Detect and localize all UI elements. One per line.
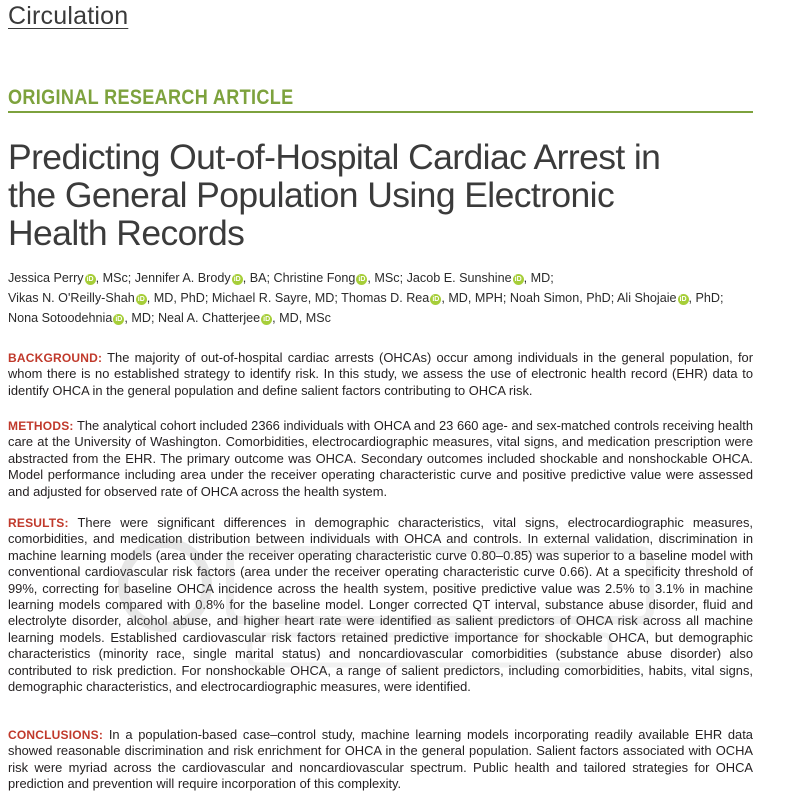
orcid-icon[interactable]: iD xyxy=(137,296,145,303)
author[interactable]: Ali Shojaie iD , PhD; xyxy=(617,291,724,305)
orcid-icon[interactable]: iD xyxy=(86,276,94,283)
author[interactable]: Jennifer A. Brody iD , BA; xyxy=(134,271,274,285)
journal-name[interactable]: Circulation xyxy=(8,2,129,30)
section-text: The majority of out-of-hospital cardiac arrests (OHCAs) occur among individuals in the general population, for whom there is no established strategy to identify risk. In this study, we assess the use of electronic health record (EHR) data to identify OHCA in the general population and define salient factors contributing to OHCA risk. xyxy=(8,350,753,398)
author[interactable]: Jacob E. Sunshine iD , MD; xyxy=(406,271,554,285)
title-line-3: Health Records xyxy=(8,213,245,253)
orcid-icon[interactable]: iD xyxy=(115,316,123,323)
section-label: BACKGROUND: xyxy=(8,351,103,365)
author[interactable]: Christine Fong iD , MSc; xyxy=(273,271,407,285)
orcid-icon[interactable]: iD xyxy=(263,316,271,323)
section-text: There were significant differences in demographic characteristics, vital signs, electrocardiographic measures, comorbidities, and medication distribution between individuals with OHCA and controls. In external validation, discrimination in machine learning models (area under the receiver operating characteristic curve 0.80–0.85) was superior to a baseline model with conventional cardiovascular risk factors (area under the receiver operating characteristic curve 0.66). At a specificity threshold of 99%, correcting for baseline OHCA incidence across the health system, positive predictive value was 2.5% to 3.1% in machine learning models compared with 0.8% for the baseline model. Longer corrected QT interval, substance abuse disorder, fluid and electrolyte disorder, alcohol abuse, and higher heart rate were identified as salient predictors of OHCA risk across all machine learning models. Established cardiovascular risk factors retained predictive importance for shockable OHCA, but demographic characteristics (minority race, single marital status) and noncardiovascular comorbidities (substance abuse disorder) also contributed to risk prediction. For nonshockable OHCA, a range of salient predictors, including comorbidities, habits, vital signs, demographic characteristics, and electrocardiographic measures, were identified. xyxy=(8,515,753,695)
section-text: In a population-based case–control study, machine learning models incorporating readily available EHR data showed reasonable discrimination and risk enrichment for OHCA in the general population. Salient factors associated with OCHA risk were myriad across the cardiovascular and noncardiovascular spectrum. Public health and tailored strategies for OHCA prediction and prevention will require incorporation of this complexity. xyxy=(8,727,753,792)
orcid-icon[interactable]: iD xyxy=(432,296,440,303)
author[interactable]: Michael R. Sayre, MD; xyxy=(211,291,342,305)
article-type-divider xyxy=(8,111,753,113)
abstract-methods xyxy=(8,418,753,500)
abstract-background xyxy=(8,350,753,399)
article-type: ORIGINAL RESEARCH ARTICLE xyxy=(8,86,294,109)
article-title xyxy=(8,138,728,252)
author[interactable]: Thomas D. Rea iD , MD, MPH; xyxy=(341,291,510,305)
title-line-2: the General Population Using Electronic xyxy=(8,175,615,215)
orcid-icon[interactable]: iD xyxy=(679,296,687,303)
author[interactable]: Nona Sotoodehnia iD , MD; xyxy=(8,311,158,325)
section-label: METHODS: xyxy=(8,419,74,433)
orcid-icon[interactable]: iD xyxy=(514,276,522,283)
orcid-icon[interactable]: iD xyxy=(358,276,366,283)
section-label: CONCLUSIONS: xyxy=(8,728,104,742)
author[interactable]: Jessica Perry iD , MSc; xyxy=(8,271,135,285)
author[interactable]: Noah Simon, PhD; xyxy=(509,291,618,305)
title-line-1: Predicting Out-of-Hospital Cardiac Arrest in xyxy=(8,137,661,177)
author-list xyxy=(8,268,768,328)
abstract-conclusions xyxy=(8,727,753,793)
section-label: RESULTS: xyxy=(8,516,69,530)
orcid-icon[interactable]: iD xyxy=(233,276,241,283)
author[interactable]: Neal A. Chatterjee iD , MD, MSc xyxy=(157,311,331,325)
abstract-results xyxy=(8,515,753,695)
author[interactable]: Vikas N. O'Reilly-Shah iD , MD, PhD; xyxy=(8,291,212,305)
section-text: The analytical cohort included 2366 individuals with OHCA and 23 660 age- and sex-matched controls receiving health care at the University of Washington. Comorbidities, electrocardiographic measures, vital signs, and medication prescription were abstracted from the EHR. The primary outcome was OHCA. Secondary outcomes included shockable and nonshockable OHCA. Model performance including area under the receiver operating characteristic curve and positive predictive value were assessed and adjusted for observed rate of OHCA across the health system. xyxy=(8,418,753,499)
